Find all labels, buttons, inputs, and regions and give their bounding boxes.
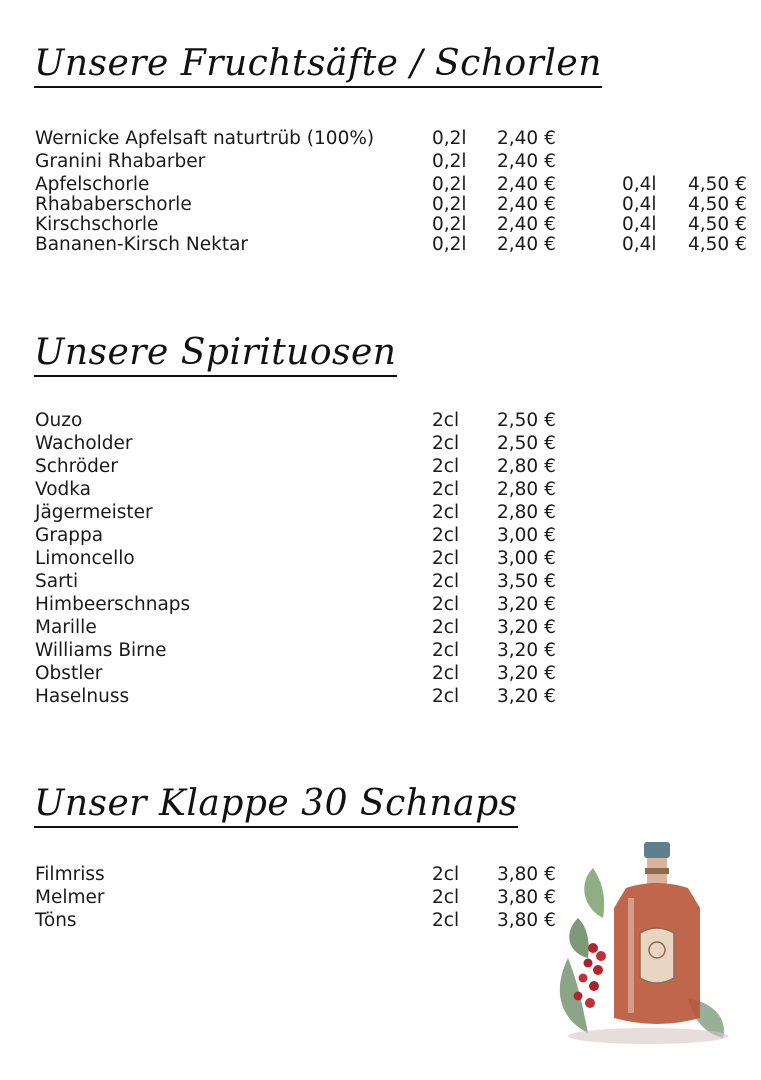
item-price: 2,40 € [497, 151, 556, 172]
item-size-large: 0,4l [622, 194, 657, 215]
item-price: 3,80 € [497, 887, 556, 908]
item-size: 2cl [432, 548, 460, 569]
section-heading-fruchtsaefte: Unsere Fruchtsäfte / Schorlen [34, 44, 602, 88]
item-price: 2,40 € [497, 128, 556, 149]
item-name: Granini Rhabarber [35, 151, 206, 172]
item-name: Ouzo [35, 410, 83, 431]
item-name: Wernicke Apfelsaft naturtrüb (100%) [35, 128, 375, 149]
liquor-bottle-illustration-icon [548, 838, 733, 1048]
item-name: Sarti [35, 571, 79, 592]
item-name: Rhababerschorle [35, 194, 192, 215]
item-price: 2,50 € [497, 433, 556, 454]
item-price: 3,80 € [497, 910, 556, 931]
item-size: 0,2l [432, 194, 467, 215]
item-name: Himbeerschnaps [35, 594, 191, 615]
item-name: Grappa [35, 525, 104, 546]
item-price: 3,20 € [497, 686, 556, 707]
item-size: 2cl [432, 887, 460, 908]
item-size: 0,2l [432, 234, 467, 255]
item-price: 3,00 € [497, 548, 556, 569]
item-name: Marille [35, 617, 97, 638]
item-name: Apfelschorle [35, 174, 150, 195]
item-size: 2cl [432, 456, 460, 477]
item-size: 2cl [432, 571, 460, 592]
item-price-large: 4,50 € [688, 234, 747, 255]
item-size: 0,2l [432, 151, 467, 172]
item-price: 2,80 € [497, 479, 556, 500]
item-name: Töns [35, 910, 77, 931]
item-price: 2,40 € [497, 194, 556, 215]
item-size: 2cl [432, 864, 460, 885]
item-size-large: 0,4l [622, 214, 657, 235]
item-price-large: 4,50 € [688, 194, 747, 215]
item-size: 2cl [432, 910, 460, 931]
item-size: 2cl [432, 617, 460, 638]
item-price: 3,20 € [497, 617, 556, 638]
item-price: 3,80 € [497, 864, 556, 885]
item-size: 2cl [432, 663, 460, 684]
item-price: 2,40 € [497, 174, 556, 195]
item-price: 2,80 € [497, 502, 556, 523]
item-name: Schröder [35, 456, 118, 477]
item-size: 2cl [432, 640, 460, 661]
item-size-large: 0,4l [622, 234, 657, 255]
item-name: Obstler [35, 663, 103, 684]
item-name: Kirschschorle [35, 214, 159, 235]
item-size: 2cl [432, 594, 460, 615]
item-price-large: 4,50 € [688, 214, 747, 235]
item-price: 3,20 € [497, 640, 556, 661]
item-size: 2cl [432, 433, 460, 454]
item-size: 2cl [432, 410, 460, 431]
section-heading-klappe30: Unser Klappe 30 Schnaps [34, 784, 518, 828]
item-price: 2,40 € [497, 214, 556, 235]
item-price: 2,80 € [497, 456, 556, 477]
section-heading-spirituosen: Unsere Spirituosen [34, 333, 397, 377]
item-name: Wacholder [35, 433, 133, 454]
item-price: 3,00 € [497, 525, 556, 546]
item-size: 2cl [432, 502, 460, 523]
item-size: 0,2l [432, 128, 467, 149]
item-size: 2cl [432, 525, 460, 546]
item-size: 2cl [432, 686, 460, 707]
item-size: 0,2l [432, 174, 467, 195]
item-price: 3,20 € [497, 594, 556, 615]
item-name: Williams Birne [35, 640, 167, 661]
item-name: Haselnuss [35, 686, 130, 707]
item-size-large: 0,4l [622, 174, 657, 195]
item-name: Melmer [35, 887, 105, 908]
item-name: Filmriss [35, 864, 105, 885]
item-size: 0,2l [432, 214, 467, 235]
item-name: Limoncello [35, 548, 135, 569]
item-price: 3,50 € [497, 571, 556, 592]
item-name: Jägermeister [35, 502, 153, 523]
item-name: Vodka [35, 479, 92, 500]
item-price: 2,50 € [497, 410, 556, 431]
item-name: Bananen-Kirsch Nektar [35, 234, 249, 255]
item-price: 2,40 € [497, 234, 556, 255]
item-size: 2cl [432, 479, 460, 500]
item-price-large: 4,50 € [688, 174, 747, 195]
item-price: 3,20 € [497, 663, 556, 684]
